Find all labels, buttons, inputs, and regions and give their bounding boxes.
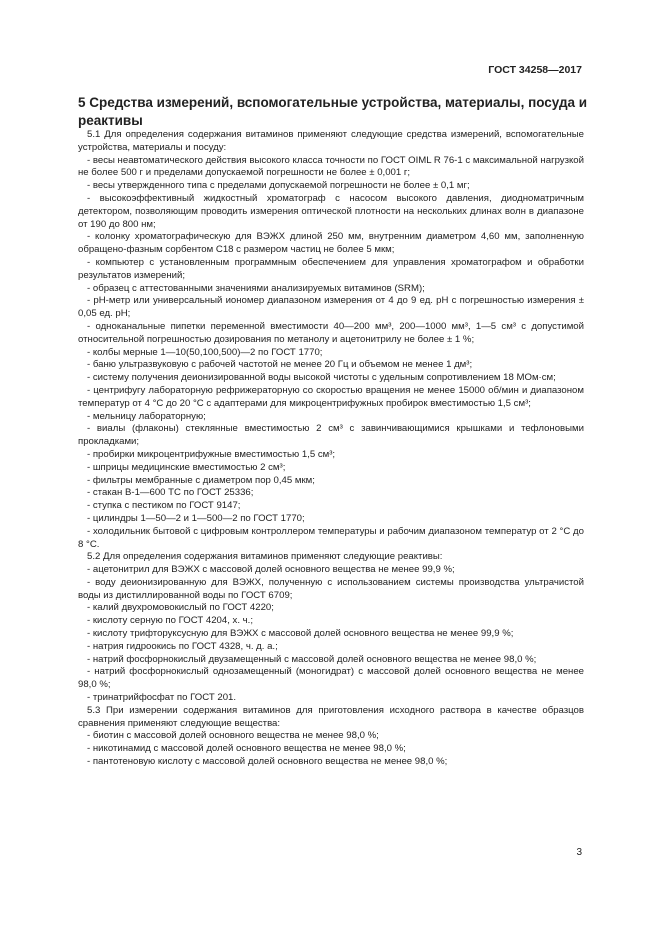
- list-item: - образец с аттестованными значениями анализируемых витаминов (SRM);: [87, 282, 425, 294]
- list-item: - виалы (флаконы) стеклянные вместимостью 2 см³ с завинчивающимися крышками и тефлоновыми прокладками;: [78, 423, 584, 448]
- list-item: - фильтры мембранные с диаметром пор 0,45 мкм;: [87, 474, 315, 486]
- list-item: - цилиндры 1—50—2 и 1—500—2 по ГОСТ 1770;: [87, 512, 305, 524]
- list-item: - пантотеновую кислоту с массовой долей основного вещества не менее 98,0 %;: [87, 756, 448, 768]
- list-item: - тринатрийфосфат по ГОСТ 201.: [87, 692, 237, 704]
- list-item: - рН-метр или универсальный иономер диапазоном измерения от 4 до 9 ед. рН с погрешностью измерения ± 0,05 ед. рН;: [78, 295, 584, 320]
- list-item: - кислоту серную по ГОСТ 4204, х. ч.;: [87, 615, 254, 627]
- list-item: - весы утвержденного типа с пределами допускаемой погрешности не более ± 0,1 мг;: [87, 180, 470, 192]
- list-item: - колонку хроматографическую для ВЭЖХ длиной 250 мм, внутренним диаметром 4,60 мм, заполненную обращено-фазным сорбентом C18 с размером частиц не более 5 мкм;: [78, 231, 584, 256]
- list-item: - пробирки микроцентрифужные вместимостью 1,5 см³;: [87, 448, 336, 460]
- list-item: - стакан В-1—600 ТС по ГОСТ 25336;: [87, 487, 254, 499]
- list-item: - ступка с пестиком по ГОСТ 9147;: [87, 500, 241, 512]
- list-item: - ацетонитрил для ВЭЖХ с массовой долей основного вещества не менее 99,9 %;: [87, 564, 455, 576]
- list-item: - холодильник бытовой с цифровым контроллером температуры и рабочим диапазоном температур от 2 °С до 8 °С.: [78, 525, 584, 550]
- list-item: - компьютер с установленным программным обеспечением для управления хроматографом и обработки результатов измерений;: [78, 256, 584, 281]
- section-title: 5 Средства измерений, вспомогательные устройства, материалы, посуда и реактивы: [78, 95, 588, 128]
- list-item: - шприцы медицинские вместимостью 2 см³;: [87, 461, 286, 473]
- paragraph: 5.3 При измерении содержания витаминов для приготовления исходного раствора в качестве образцов сравнения применяют следующие вещества:: [78, 704, 584, 729]
- list-item: - одноканальные пипетки переменной вместимости 40—200 мм³, 200—1000 мм³, 1—5 см³ с допустимой относительной погрешностью дозирования по метанолу и ацетонитрилу не более ± 1 %;: [78, 320, 584, 345]
- paragraph: 5.1 Для определения содержания витаминов применяют следующие средства измерений, вспомогательные устройства, материалы и посуду:: [78, 129, 584, 153]
- list-item: - биотин с массовой долей основного вещества не менее 98,0 %;: [87, 730, 379, 742]
- list-item: - натрий фосфорнокислый однозамещенный (моногидрат) с массовой долей основного вещества не менее 98,0 %;: [78, 666, 584, 691]
- list-item: - натрий фосфорнокислый двузамещенный с массовой долей основного вещества не менее 98,0 %;: [87, 653, 537, 665]
- list-item: - мельницу лабораторную;: [87, 410, 206, 422]
- page-number: 3: [576, 847, 582, 858]
- list-item: - высокоэффективный жидкостный хроматограф с насосом высокого давления, диодноматричным детектором, позволяющим проводить измерения оптической плотности на нескольких длинах волн в диапазоне от 190 до 800 нм;: [78, 192, 584, 230]
- page-header-standard: ГОСТ 34258—2017: [488, 64, 582, 76]
- list-item: - весы неавтоматического действия высокого класса точности по ГОСТ OIML R 76-1 с максимальной нагрузкой не более 500 г и пределами допускаемой погрешности не более ± 0,001 г;: [78, 154, 584, 179]
- body-text: [78, 129, 584, 769]
- paragraph: 5.2 Для определения содержания витаминов применяют следующие реактивы:: [87, 551, 443, 563]
- list-item: - воду деионизированную для ВЭЖХ, полученную с использованием системы производства ультрачистой воды из дистиллированной воды по ГОСТ 6709;: [78, 576, 584, 601]
- list-item: - центрифугу лабораторную рефрижераторную со скоростью вращения не менее 15000 об/мин и диапазоном температур от 4 °С до 20 °С с адаптерами для микроцентрифужных пробирок вместимостью 1,5 см³;: [78, 384, 584, 409]
- list-item: - натрия гидроокись по ГОСТ 4328, ч. д. а.;: [87, 640, 278, 652]
- list-item: - систему получения деионизированной воды высокой чистоты с удельным сопротивлением 18 МОм·см;: [87, 372, 556, 384]
- list-item: - кислоту трифторуксусную для ВЭЖХ с массовой долей основного вещества не менее 99,9 %;: [87, 628, 514, 640]
- list-item: - колбы мерные 1—10(50,100,500)—2 по ГОСТ 1770;: [87, 346, 323, 358]
- list-item: - никотинамид с массовой долей основного вещества не менее 98,0 %;: [87, 743, 406, 755]
- list-item: - калий двухромовокислый по ГОСТ 4220;: [87, 602, 274, 614]
- list-item: - баню ультразвуковую с рабочей частотой не менее 20 Гц и объемом не менее 1 дм³;: [87, 359, 473, 371]
